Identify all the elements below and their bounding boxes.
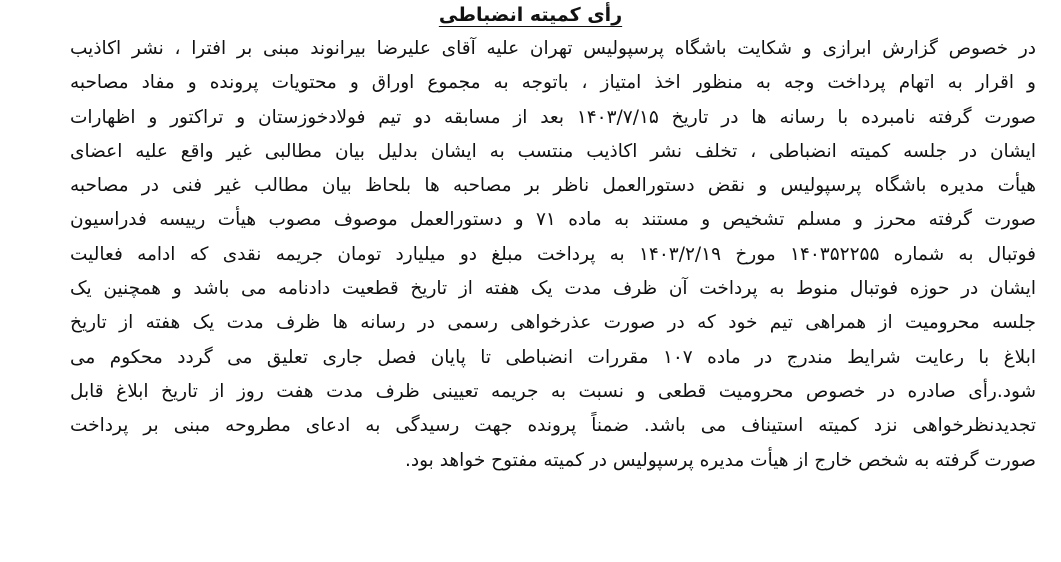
text-line: صورت گرفته به شخص خارج از هیأت مدیره پرسپولیس در کمیته مفتوح خواهد بود. bbox=[404, 449, 1036, 471]
document-title bbox=[0, 4, 1061, 26]
title-text: رأی کمیته انضباطی bbox=[438, 4, 623, 26]
text-line: تجدیدنظرخواهی نزد کمیته استیناف می باشد. ضمناً پرونده جهت رسیدگی به ادعای مطروحه مبنی بر پرداخت bbox=[70, 415, 1036, 437]
text-line: هیأت مدیره باشگاه پرسپولیس و نقض دستورالعمل ناظر بر مصاحبه ها بلحاظ بیان مطالب غیر فنی در مصاحبه bbox=[70, 175, 1036, 197]
text-line: ابلاغ با رعایت شرایط مندرج در ماده ۱۰۷ مقررات انضباطی تا پایان فصل جاری تعلیق می گردد محکوم می bbox=[70, 346, 1036, 368]
text-line: فوتبال به شماره ۱۴۰۳۵۲۲۵۵ مورخ ۱۴۰۳/۲/۱۹ به پرداخت مبلغ دو میلیارد تومان جریمه نقدی که ادامه فعالیت bbox=[70, 243, 1036, 265]
text-line: در خصوص گزارش ابرازی و شکایت باشگاه پرسپولیس تهران علیه آقای علیرضا بیرانوند مبنی بر افترا ، نشر اکاذیب bbox=[70, 38, 1036, 59]
text-line: جلسه محرومیت از همراهی تیم خود که در صورت عذرخواهی رسمی در رسانه ها ظرف مدت یک هفته از تاریخ bbox=[70, 312, 1036, 334]
text-line: ایشان در حوزه فوتبال منوط به پرداخت آن ظرف مدت یک هفته از تاریخ قطعیت دادنامه می باشد و همچنین یک bbox=[70, 278, 1036, 300]
text-line: شود.رأی صادره در خصوص محرومیت قطعی و نسبت به جریمه تعیینی ظرف مدت هفت روز از تاریخ ابلاغ قابل bbox=[70, 380, 1036, 402]
text-line: ایشان در جلسه کمیته انضباطی ، تخلف نشر اکاذیب منتسب به ایشان بدلیل بیان مطالبی غیر واقع علیه اعضای bbox=[70, 140, 1036, 162]
verdict-body bbox=[70, 32, 1036, 478]
text-line: و اقرار به اتهام پرداخت وجه به منظور اخذ امتیاز ، باتوجه به مجموع اوراق و محتویات پرونده و مفاد مصاحبه bbox=[70, 72, 1036, 94]
text-line: صورت گرفته محرز و مسلم تشخیص و مستند به ماده ۷۱ و دستورالعمل موصوف مصوب هیأت رییسه فدراسیون bbox=[70, 209, 1036, 231]
text-line: صورت گرفته نامبرده با رسانه ها در تاریخ ۱۴۰۳/۷/۱۵ بعد از مسابقه دو تیم فولادخوزستان و تراکتور و اظهارات bbox=[70, 106, 1036, 128]
